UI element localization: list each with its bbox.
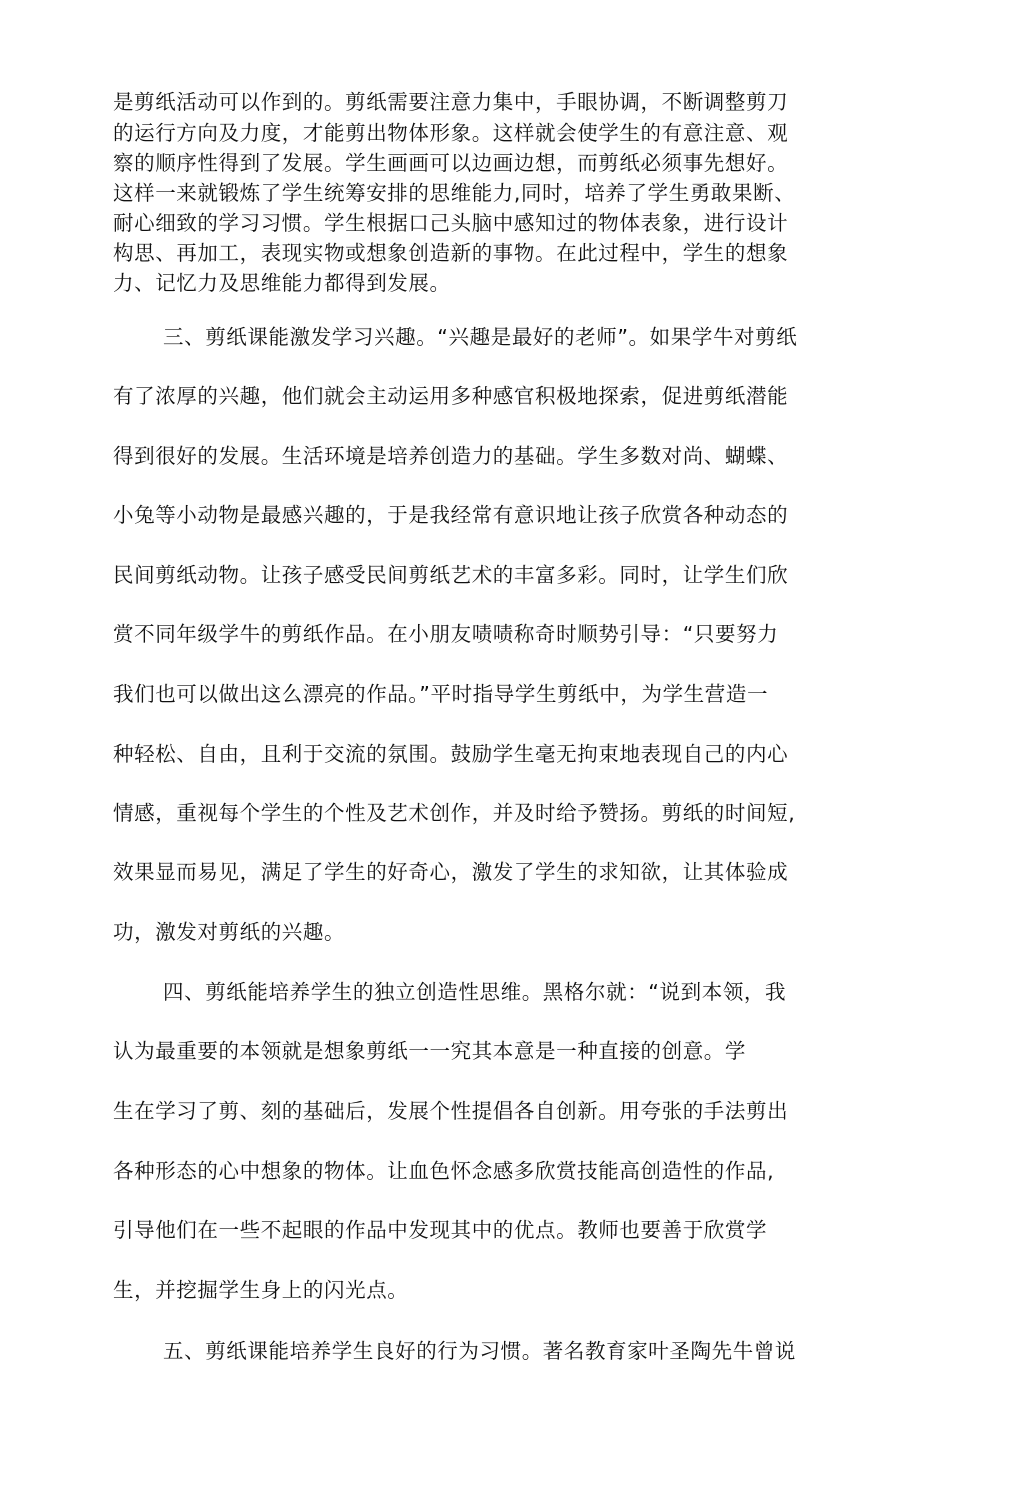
text-line: 小兔等小动物是最感兴趣的，于是我经常有意识地让孩子欣赏各种动态的 xyxy=(113,503,789,527)
text-line: 有了浓厚的兴趣，他们就会主动运用多种感官积极地探索，促进剪纸潜能 xyxy=(113,384,789,408)
text-line: 构思、再加工，表现实物或想象创造新的事物。在此过程中，学生的想象 xyxy=(113,241,789,265)
text-line: 民间剪纸动物。让孩子感受民间剪纸艺术的丰富多彩。同时，让学生们欣 xyxy=(113,563,789,587)
section-heading-line: 三、剪纸课能激发学习兴趣。“兴趣是最好的老师”。如果学牛对剪纸 xyxy=(163,325,798,349)
text-line: 的运行方向及力度，才能剪出物体形象。这样就会使学生的有意注意、观 xyxy=(113,121,789,145)
text-line: 我们也可以做出这么漂亮的作品。”平时指导学生剪纸中，为学生营造一 xyxy=(113,682,769,706)
text-line: 情感，重视每个学生的个性及艺术创作，并及时给予赞扬。剪纸的时间短, xyxy=(113,801,796,825)
text-line: 认为最重要的本领就是想象剪纸一一究其本意是一种直接的创意。学 xyxy=(113,1039,746,1063)
section-heading-line: 五、剪纸课能培养学生良好的行为习惯。著名教育家叶圣陶先牛曾说 xyxy=(163,1339,796,1363)
text-line: 生，并挖掘学生身上的闪光点。 xyxy=(113,1278,409,1302)
text-line: 种轻松、自由，且利于交流的氛围。鼓励学生毫无拘束地表现自己的内心 xyxy=(113,742,789,766)
text-line: 各种形态的心中想象的物体。让血色怀念感多欣赏技能高创造性的作品, xyxy=(113,1159,775,1183)
text-line: 得到很好的发展。生活环境是培养创造力的基础。学生多数对尚、蝴蝶、 xyxy=(113,444,789,468)
text-line: 生在学习了剪、刻的基础后，发展个性提倡各自创新。用夸张的手法剪出 xyxy=(113,1099,789,1123)
text-line: 力、记忆力及思维能力都得到发展。 xyxy=(113,271,451,295)
text-line: 引导他们在一些不起眼的作品中发现其中的优点。教师也要善于欣赏学 xyxy=(113,1218,768,1242)
text-line: 效果显而易见，满足了学生的好奇心，激发了学生的求知欲，让其体验成 xyxy=(113,860,789,884)
text-line: 是剪纸活动可以作到的。剪纸需要注意力集中，手眼协调，不断调整剪刀 xyxy=(113,90,789,114)
text-line: 赏不同年级学牛的剪纸作品。在小朋友啧啧称奇时顺势引导：“只要努力 xyxy=(113,622,779,646)
text-line: 这样一来就锻炼了学生统筹安排的思维能力,同时，培养了学生勇敢果断、 xyxy=(113,181,796,205)
section-heading-line: 四、剪纸能培养学生的独立创造性思维。黑格尔就：“说到本领，我 xyxy=(163,980,787,1004)
text-line: 耐心细致的学习习惯。学生根据口己头脑中感知过的物体表象，进行设计 xyxy=(113,211,789,235)
text-line: 察的顺序性得到了发展。学生画画可以边画边想，而剪纸必须事先想好。 xyxy=(113,151,789,175)
text-line: 功，激发对剪纸的兴趣。 xyxy=(113,920,346,944)
